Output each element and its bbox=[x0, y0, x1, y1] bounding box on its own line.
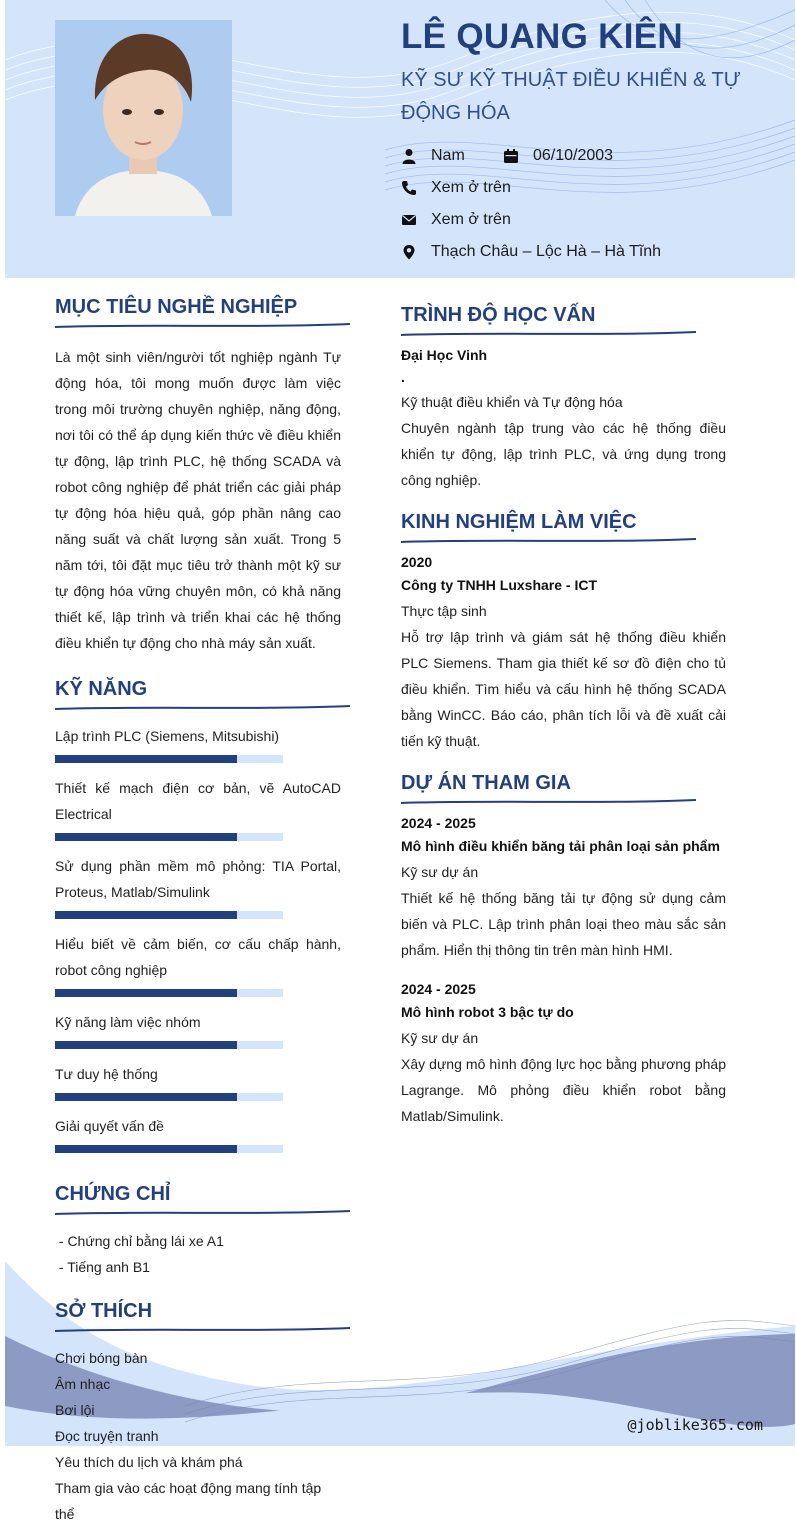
certificate-item: - Chứng chỉ bằng lái xe A1 bbox=[55, 1233, 224, 1249]
email-row bbox=[401, 209, 511, 231]
skill-item bbox=[55, 853, 341, 919]
envelope-icon bbox=[401, 212, 417, 228]
experience-date: 2020 bbox=[401, 554, 433, 570]
education-entry bbox=[401, 345, 726, 493]
gender-row bbox=[401, 145, 465, 167]
project-date: 2024 - 2025 bbox=[401, 815, 476, 831]
project-description: Thiết kế hệ thống băng tải tự động sử dụng cảm biến và PLC. Lập trình phân loại theo màu sắc sản phẩm. Hiển thị thông tin trên màn hình HMI. bbox=[401, 890, 726, 958]
left-column bbox=[55, 296, 341, 1527]
skill-level-bar bbox=[55, 1041, 283, 1049]
hobby-item: Chơi bóng bàn bbox=[55, 1350, 148, 1366]
calendar-icon bbox=[503, 148, 519, 164]
heading-underline bbox=[55, 1210, 350, 1216]
objective-heading: MỤC TIÊU NGHỀ NGHIỆP bbox=[55, 296, 341, 329]
cv-page bbox=[5, 0, 795, 1522]
address-value: Thạch Châu – Lộc Hà – Hà Tĩnh bbox=[431, 243, 662, 260]
skill-level-bar bbox=[55, 833, 283, 841]
project-entry bbox=[401, 813, 726, 963]
certificate-item: - Tiếng anh B1 bbox=[55, 1259, 150, 1275]
skill-level-bar bbox=[55, 755, 283, 763]
project-date: 2024 - 2025 bbox=[401, 981, 476, 997]
birthdate-row bbox=[503, 145, 613, 167]
project-name: Mô hình robot 3 bậc tự do bbox=[401, 1004, 574, 1020]
skill-label: Thiết kế mạch điện cơ bản, vẽ AutoCAD Electrical bbox=[55, 780, 341, 822]
skill-item bbox=[55, 931, 341, 997]
experience-company: Công ty TNHH Luxshare - ICT bbox=[401, 577, 598, 593]
experience-description: Hỗ trợ lập trình và giám sát hệ thống điều khiển PLC Siemens. Tham gia thiết kế sơ đồ điện cho tủ điều khiển. Tìm hiểu và cấu hình hệ thống SCADA bằng WinCC. Báo cáo, phân tích lỗi và đề xuất cải tiến kỹ thuật. bbox=[401, 629, 726, 749]
heading-underline bbox=[55, 323, 350, 329]
skill-label: Hiểu biết về cảm biến, cơ cấu chấp hành, robot công nghiệp bbox=[55, 936, 341, 978]
skill-label: Sử dụng phần mềm mô phỏng: TIA Portal, Proteus, Matlab/Simulink bbox=[55, 858, 341, 900]
heading-underline bbox=[401, 331, 696, 337]
skill-level-fill bbox=[55, 911, 237, 919]
projects-heading: DỰ ÁN THAM GIA bbox=[401, 772, 726, 805]
skill-item bbox=[55, 1009, 341, 1049]
experience-entry bbox=[401, 552, 726, 754]
hobby-item: Tham gia vào các hoạt động mang tính tập thể bbox=[55, 1480, 322, 1522]
skills-heading: KỸ NĂNG bbox=[55, 678, 341, 711]
certificates-list bbox=[55, 1228, 341, 1280]
experience-role: Thực tập sinh bbox=[401, 603, 487, 619]
footer-brand: @joblike365.com bbox=[627, 1416, 763, 1434]
hobby-item: Bơi lội bbox=[55, 1402, 95, 1418]
skill-level-bar bbox=[55, 1093, 283, 1101]
certificates-heading: CHỨNG CHỈ bbox=[55, 1183, 341, 1216]
education-heading: TRÌNH ĐỘ HỌC VẤN bbox=[401, 304, 726, 337]
heading-underline bbox=[55, 1327, 350, 1333]
hobbies-list bbox=[55, 1345, 341, 1527]
project-name: Mô hình điều khiển băng tải phân loại sản phẩm bbox=[401, 838, 720, 854]
cv-header bbox=[5, 0, 795, 278]
birthdate-value: 06/10/2003 bbox=[533, 147, 614, 164]
skill-level-fill bbox=[55, 1145, 237, 1153]
heading-underline bbox=[401, 799, 696, 805]
skill-level-fill bbox=[55, 1041, 237, 1049]
hobby-item: Đọc truyện tranh bbox=[55, 1428, 159, 1444]
skill-level-fill bbox=[55, 755, 237, 763]
user-icon bbox=[401, 148, 417, 164]
project-description: Xây dựng mô hình động lực học bằng phương pháp Lagrange. Mô phỏng điều khiển robot bằng Matlab/Simulink. bbox=[401, 1056, 726, 1124]
project-entry bbox=[401, 979, 726, 1129]
education-school: Đại Học Vinh bbox=[401, 347, 488, 363]
phone-row bbox=[401, 177, 511, 199]
project-role: Kỹ sư dự án bbox=[401, 1030, 479, 1046]
education-dot: . bbox=[401, 369, 405, 385]
skill-level-bar bbox=[55, 989, 283, 997]
skill-item bbox=[55, 1113, 341, 1153]
heading-underline bbox=[55, 705, 350, 711]
hobby-item: Yêu thích du lịch và khám phá bbox=[55, 1454, 243, 1470]
phone-value: Xem ở trên bbox=[431, 179, 511, 196]
email-value: Xem ở trên bbox=[431, 211, 511, 228]
candidate-title: KỸ SƯ KỸ THUẬT ĐIỀU KHIỂN & TỰ ĐỘNG HÓA bbox=[401, 69, 741, 124]
heading-underline bbox=[401, 538, 696, 544]
skill-item bbox=[55, 1061, 341, 1101]
skill-item bbox=[55, 723, 341, 763]
skill-level-bar bbox=[55, 1145, 283, 1153]
skill-level-bar bbox=[55, 911, 283, 919]
education-major: Kỹ thuật điều khiển và Tự động hóa bbox=[401, 394, 623, 410]
skill-label: Giải quyết vấn đề bbox=[55, 1118, 164, 1134]
skill-label: Kỹ năng làm việc nhóm bbox=[55, 1014, 201, 1030]
candidate-name: LÊ QUANG KIÊN bbox=[401, 17, 683, 56]
experience-heading: KINH NGHIỆM LÀM VIỆC bbox=[401, 511, 726, 544]
education-description: Chuyên ngành tập trung vào các hệ thống điều khiển tự động, lập trình PLC, và ứng dụng trong công nghiệp. bbox=[401, 420, 726, 488]
project-role: Kỹ sư dự án bbox=[401, 864, 479, 880]
objective-text: Là một sinh viên/người tốt nghiệp ngành Tự động hóa, tôi mong muốn được làm việc trong môi trường chuyên nghiệp, năng động, nơi tôi có thể áp dụng kiến thức về điều khiển tự động, lập trình PLC, hệ thống SCADA và robot công nghiệp để phát triển các giải pháp tự động hóa hiệu quả, góp phần nâng cao năng suất và chất lượng sản xuất. Trong 5 năm tới, tôi đặt mục tiêu trở thành một kỹ sư tự động hóa vững chuyên môn, có khả năng thiết kế, lập trình và triển khai các hệ thống điều khiển tự động cho nhà máy sản xuất. bbox=[55, 349, 341, 651]
hobbies-heading: SỞ THÍCH bbox=[55, 1300, 341, 1333]
profile-photo bbox=[55, 20, 232, 216]
skill-item bbox=[55, 775, 341, 841]
skill-level-fill bbox=[55, 833, 237, 841]
skills-list bbox=[55, 723, 341, 1153]
skill-label: Lập trình PLC (Siemens, Mitsubishi) bbox=[55, 728, 280, 744]
address-row bbox=[401, 241, 661, 263]
right-column bbox=[401, 304, 726, 1129]
gender-value: Nam bbox=[431, 147, 465, 164]
skill-level-fill bbox=[55, 989, 237, 997]
skill-label: Tư duy hệ thống bbox=[55, 1066, 158, 1082]
phone-icon bbox=[401, 180, 417, 196]
location-pin-icon bbox=[401, 244, 417, 260]
skill-level-fill bbox=[55, 1093, 237, 1101]
hobby-item: Âm nhạc bbox=[55, 1376, 111, 1392]
